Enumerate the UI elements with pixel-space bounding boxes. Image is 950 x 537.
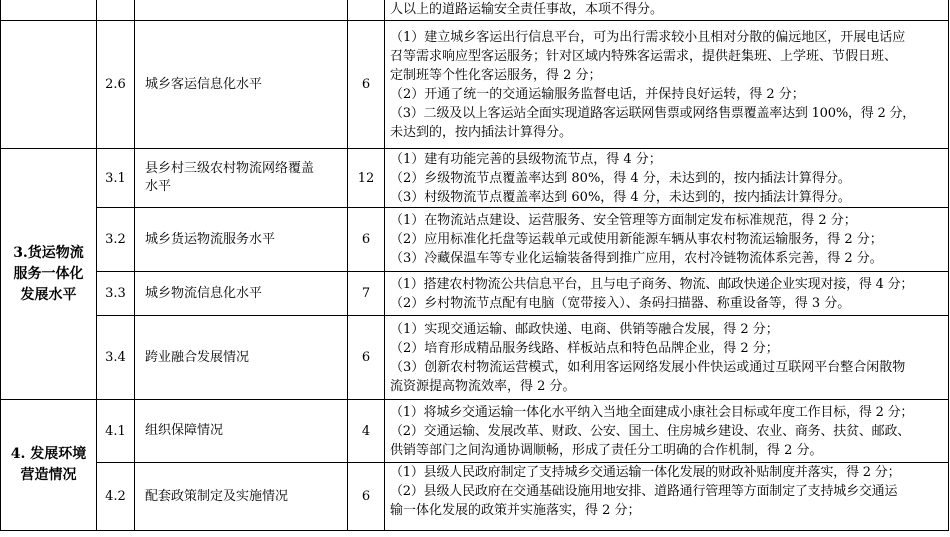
criteria-line: 人以上的道路运输安全责任事故，本项不得分。 (390, 2, 664, 17)
criteria-line: （2）县级人民政府在交通基础设施用地安排、道路通行管理等方面制定了支持城乡交通运 (390, 484, 898, 499)
category-label (1, 400, 97, 531)
item-number: 3.1 (97, 149, 135, 208)
item-name: 配套政策制定及实施情况 (135, 463, 348, 531)
category-line: 3.货运物流 (13, 244, 84, 261)
item-criteria (385, 149, 949, 208)
item-criteria (385, 21, 949, 149)
item-score (348, 0, 385, 21)
item-name-line: 县乡村三级农村物流网络覆盖 (145, 161, 315, 176)
item-number: 3.2 (97, 208, 135, 272)
criteria-line: （1）搭建农村物流公共信息平台，且与电子商务、物流、邮政快递企业实现对接，得 4 分； (390, 276, 914, 292)
criteria-line: （3）村级物流节点覆盖率达到 60%，得 4 分，未达到的，按内插法计算得分。 (390, 189, 851, 205)
item-name (135, 0, 348, 21)
item-name: 城乡物流信息化水平 (135, 272, 348, 316)
criteria-line: （1）建立城乡客运出行信息平台，可为出行需求较小且相对分散的偏远地区，开展电话应 (390, 29, 906, 45)
item-score: 6 (348, 463, 385, 531)
item-name (135, 149, 348, 208)
item-number: 4.2 (97, 463, 135, 531)
item-number: 4.1 (97, 400, 135, 463)
item-score: 7 (348, 272, 385, 316)
item-number: 3.3 (97, 272, 135, 316)
item-name: 跨业融合发展情况 (135, 316, 348, 400)
item-name-line: 水平 (145, 179, 172, 194)
item-score: 4 (348, 400, 385, 463)
table-row (1, 400, 949, 463)
table-row (1, 272, 949, 316)
item-name: 组织保障情况 (135, 400, 348, 463)
item-criteria (385, 463, 949, 531)
category-line: 营造情况 (20, 467, 77, 483)
item-number: 2.6 (97, 21, 135, 149)
criteria-line: （3）二级及以上客运站全面实现道路客运联网售票或网络售票覆盖率达到 100%，得 2 分， (390, 105, 916, 121)
criteria-line: （2）交通运输、发展改革、财政、公安、国土、住房城乡建设、农业、商务、扶贫、邮政、 (390, 423, 911, 439)
criteria-line: （1）县级人民政府制定了支持城乡交通运输一体化发展的财政补贴制度并落实，得 2 分； (390, 465, 901, 480)
item-name: 城乡货运物流服务水平 (135, 208, 348, 272)
item-number (97, 0, 135, 21)
category-line: 4. 发展环境 (10, 446, 87, 462)
criteria-line: （3）创新农村物流运营模式，如利用客运网络发展小件快运或通过互联网平台整合闲散物 (390, 359, 906, 375)
table-row (1, 0, 949, 21)
criteria-line: （2）应用标准化托盘等运载单元或使用新能源车辆从事农村物流运输服务，得 2 分； (390, 232, 883, 247)
item-name: 城乡客运信息化水平 (135, 21, 348, 149)
criteria-line: （2）乡级物流节点覆盖率达到 80%，得 4 分，未达到的，按内插法计算得分。 (390, 170, 851, 186)
item-criteria (385, 208, 949, 272)
criteria-line: （2）乡村物流节点配有电脑（宽带接入）、条码扫描器、称重设备等，得 3 分。 (390, 295, 851, 311)
criteria-line: 流资源提高物流效率，得 2 分。 (390, 378, 576, 394)
criteria-line: （1）在物流站点建设、运营服务、安全管理等方面制定发布标准规范，得 2 分； (390, 213, 857, 228)
table-row (1, 316, 949, 400)
criteria-line: （1）将城乡交通运输一体化水平纳入当地全面建成小康社会目标或年度工作目标，得 2 分； (390, 404, 914, 420)
criteria-line: （2）开通了统一的交通运输服务监督电话，并保持良好运转，得 2 分； (390, 86, 805, 102)
criteria-line: （3）冷藏保温车等专业化运输装备得到推广应用，农村冷链物流体系完善，得 2 分。 (390, 251, 883, 266)
criteria-line: 供销等部门之间沟通协调顺畅，形成了责任分工明确的合作机制，得 2 分。 (390, 442, 823, 458)
item-score: 6 (348, 316, 385, 400)
item-score: 6 (348, 208, 385, 272)
item-criteria (385, 0, 949, 21)
item-number: 3.4 (97, 316, 135, 400)
criteria-line: （2）培育形成精品服务线路、样板站点和特色品牌企业，得 2 分； (390, 340, 779, 356)
criteria-line: （1）建有功能完善的县级物流节点，得 4 分； (390, 151, 662, 167)
item-criteria (385, 400, 949, 463)
table-row (1, 149, 949, 208)
item-criteria (385, 316, 949, 400)
criteria-line: 输一体化发展的政策并实施落实，得 2 分； (390, 503, 641, 518)
table-row (1, 21, 949, 149)
item-criteria (385, 272, 949, 316)
table-row (1, 463, 949, 531)
criteria-line: 召等需求响应型客运服务；针对区域内特殊客运需求，提供赶集班、上学班、节假日班、 (390, 48, 898, 64)
category-label (1, 149, 97, 400)
category-line: 服务一体化 (13, 265, 84, 282)
criteria-line: （1）实现交通运输、邮政快递、电商、供销等融合发展，得 2 分； (390, 321, 779, 337)
criteria-line: 定制班等个性化客运服务，得 2 分； (390, 67, 602, 83)
category-cell (1, 21, 97, 149)
table-row (1, 208, 949, 272)
item-score: 12 (348, 149, 385, 208)
criteria-line: 未达到的，按内插法计算得分。 (390, 124, 573, 140)
category-cell (1, 0, 97, 21)
category-line: 发展水平 (20, 286, 77, 303)
item-score: 6 (348, 21, 385, 149)
